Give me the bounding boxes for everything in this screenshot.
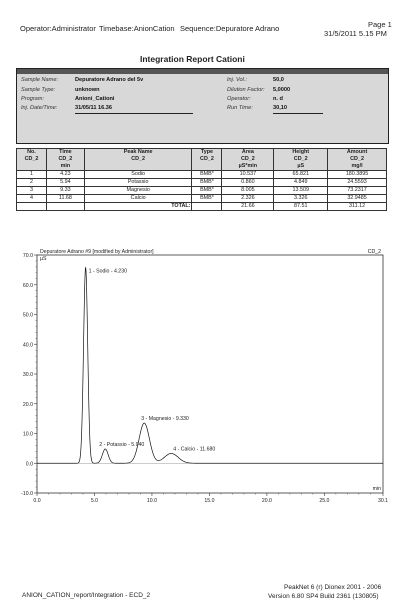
operator: n. d xyxy=(273,96,283,102)
x-unit-label: min xyxy=(372,486,381,492)
table-header-cell: Amount xyxy=(328,149,387,157)
x-tick-label: 30.1 xyxy=(377,498,389,504)
chromatogram-trace xyxy=(37,268,383,464)
table-header-cell: Peak Name xyxy=(84,149,192,157)
y-tick-label: 30.0 xyxy=(22,372,33,378)
run-time: 30,10 xyxy=(273,105,287,111)
table-cell: 24.5593 xyxy=(328,179,387,187)
sample-type-label: Sample Type: xyxy=(21,87,56,93)
sample-type: unknown xyxy=(75,87,100,93)
table-cell: 4 xyxy=(17,195,47,203)
header-operator: Operator:Administrator xyxy=(20,24,96,33)
table-cell: 2 xyxy=(17,179,47,187)
table-cell: 180.3895 xyxy=(328,171,387,179)
table-cell: Sodio xyxy=(84,171,192,179)
table-cell: Magnesio xyxy=(84,187,192,195)
table-cell: BMB* xyxy=(192,187,222,195)
table-header-cell: No. xyxy=(17,149,47,157)
table-cell: 3 xyxy=(17,187,47,195)
header-datetime: 31/5/2011 5.15 PM xyxy=(324,29,387,38)
table-cell: 0.860 xyxy=(222,179,274,187)
report-title: Integration Report Cationi xyxy=(140,54,245,64)
table-header-cell: CD_2 xyxy=(84,156,192,163)
header-timebase: Timebase:AnionCation xyxy=(99,24,175,33)
footer-version: Version 6.80 SP4 Build 2361 (130805) xyxy=(268,593,379,600)
header-page: Page 1 xyxy=(368,20,392,29)
footer-software: PeakNet 6 (r) Dionex 2001 - 2006 xyxy=(284,584,382,591)
peak-label: 4 - Calcio - 11.680 xyxy=(173,446,216,453)
table-header-cell: Time xyxy=(46,149,84,157)
table-header-cell: Type xyxy=(192,149,222,157)
inj-date: 31/05/11 16.36 xyxy=(75,105,113,111)
x-tick-label: 25.0 xyxy=(319,498,330,504)
table-cell: 65.821 xyxy=(274,171,328,179)
table-header-cell: Area xyxy=(222,149,274,157)
sample-name-label: Sample Name: xyxy=(21,77,58,83)
y-tick-label: 70.0 xyxy=(22,253,33,259)
dilution: 5,0000 xyxy=(273,87,291,93)
program-label: Program: xyxy=(21,96,45,102)
table-header-cell: CD_2 xyxy=(328,156,387,163)
table-cell: 11.68 xyxy=(46,195,84,203)
inj-date-label: Inj. Date/Time: xyxy=(21,105,58,111)
total-label: TOTAL: xyxy=(84,203,192,211)
plot-frame xyxy=(37,255,383,493)
total-cell: 21.66 xyxy=(222,203,274,211)
footer-report-path: ANION_CATION_report/Integration - ECD_2 xyxy=(22,592,151,599)
chart-title: Depuratore Adrano #9 [modified by Administrator] xyxy=(40,249,154,255)
table-header-cell: µS*min xyxy=(222,163,274,171)
table-cell: 8.005 xyxy=(222,187,274,195)
y-tick-label: 0.0 xyxy=(25,461,33,468)
table-cell: Calcio xyxy=(84,195,192,203)
table-cell: 73.2317 xyxy=(328,187,387,195)
table-cell: BMB* xyxy=(192,179,222,187)
table-header-cell: CD_2 xyxy=(222,156,274,163)
run-time-label: Run Time: xyxy=(227,105,253,111)
table-cell: 13.509 xyxy=(274,187,328,195)
table-cell: 4.849 xyxy=(274,179,328,187)
x-tick-label: 15.0 xyxy=(204,498,215,504)
y-tick-label: 10.0 xyxy=(22,431,33,438)
table-header-cell: Height xyxy=(274,149,328,157)
table-header-cell: CD_2 xyxy=(274,156,328,163)
x-tick-label: 20.0 xyxy=(261,498,272,504)
chart-channel: CD_2 xyxy=(367,249,381,255)
program: Anioni_Cationi xyxy=(75,96,115,102)
table-cell: 4.23 xyxy=(46,171,84,179)
x-tick-label: 5.0 xyxy=(90,498,99,504)
inj-vol: 50,0 xyxy=(273,77,284,83)
table-cell: BMB* xyxy=(192,195,222,203)
peak-label: 3 - Magnesio - 9.330 xyxy=(141,416,189,423)
table-cell: 10.537 xyxy=(222,171,274,179)
table-header-cell: mg/l xyxy=(328,163,387,171)
table-cell: 9.33 xyxy=(46,187,84,195)
y-tick-label: 50.0 xyxy=(22,312,33,319)
peak-label: 1 - Sodio - 4.230 xyxy=(88,268,127,275)
y-unit-label: µS xyxy=(40,256,47,262)
peak-label: 2 - Potassio - 5.940 xyxy=(99,441,145,448)
table-header-cell: CD_2 xyxy=(46,156,84,163)
x-tick-label: 10.0 xyxy=(146,498,158,504)
dilution-label: Dilution Factor: xyxy=(227,87,265,93)
table-header-cell: CD_2 xyxy=(17,156,47,163)
inj-vol-label: Inj. Vol.: xyxy=(227,77,248,83)
table-header-cell: min xyxy=(46,163,84,171)
table-cell: 5.94 xyxy=(46,179,84,187)
table-header-cell: µS xyxy=(274,163,328,171)
table-cell: 2.326 xyxy=(222,195,274,203)
table-cell: 32.9485 xyxy=(328,195,387,203)
table-cell: Potassio xyxy=(84,179,192,187)
y-tick-label: -10.0 xyxy=(21,491,33,497)
total-cell: 311.12 xyxy=(328,203,387,211)
table-header-cell: CD_2 xyxy=(192,156,222,163)
table-cell: 1 xyxy=(17,171,47,179)
header-sequence: Sequence:Depuratore Adrano xyxy=(180,24,280,33)
sample-name: Depuratore Adrano del 5v xyxy=(75,77,144,83)
table-cell: BMB* xyxy=(192,171,222,179)
y-tick-label: 60.0 xyxy=(22,282,33,289)
y-tick-label: 20.0 xyxy=(22,401,33,408)
operator-label: Operator: xyxy=(227,96,251,102)
y-tick-label: 40.0 xyxy=(22,342,33,349)
table-cell: 3.326 xyxy=(274,195,328,203)
x-tick-label: 0.0 xyxy=(33,498,41,504)
total-cell: 87.51 xyxy=(274,203,328,211)
